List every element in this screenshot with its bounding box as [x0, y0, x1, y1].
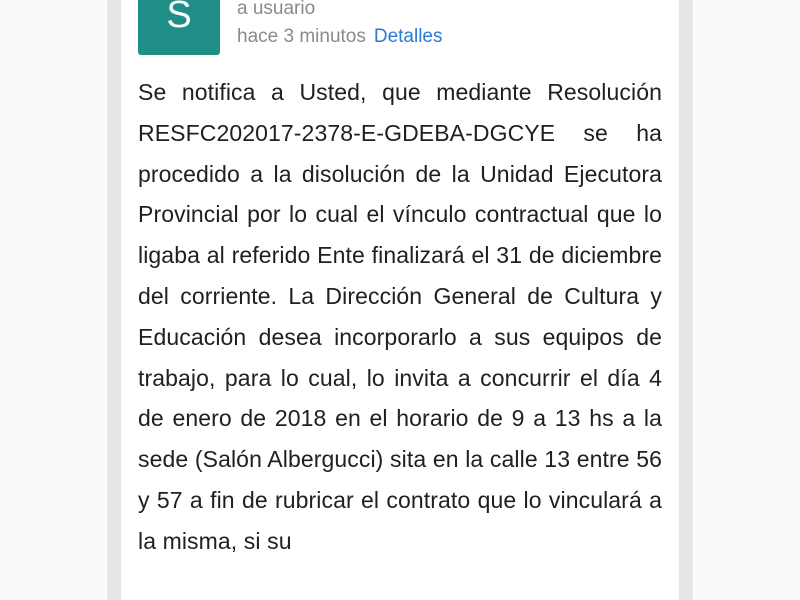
recipient-label: a usuario	[237, 0, 316, 19]
details-link[interactable]: Detalles	[373, 26, 443, 47]
message-header	[138, 0, 658, 60]
left-gutter	[107, 0, 121, 600]
message-body: Se notifica a Usted, que mediante Resolución RESFC202017-2378-E-GDEBA-DGCYE se ha procedido a la disolución de la Unidad Ejecutora Provincial por lo cual el vínculo contractual que lo ligaba al referido Ente finalizará el 31 de diciembre del corriente. La Dirección General de Cultura y Educación desea incorporarlo a sus equipos de trabajo, para lo cual, lo invita a concurrir el día 4 de enero de 2018 en el horario de 9 a 13 hs a la sede (Salón Albergucci) sita en la calle 13 entre 56 y 57 a fin de rubricar el contrato que lo vinculará a la misma, si su	[138, 79, 662, 554]
sender-avatar[interactable]	[138, 0, 220, 55]
timestamp: hace 3 minutos	[237, 26, 366, 47]
avatar-letter: S	[166, 0, 192, 36]
message-card	[121, 0, 679, 600]
time-row	[237, 24, 443, 50]
right-gutter	[679, 0, 693, 600]
